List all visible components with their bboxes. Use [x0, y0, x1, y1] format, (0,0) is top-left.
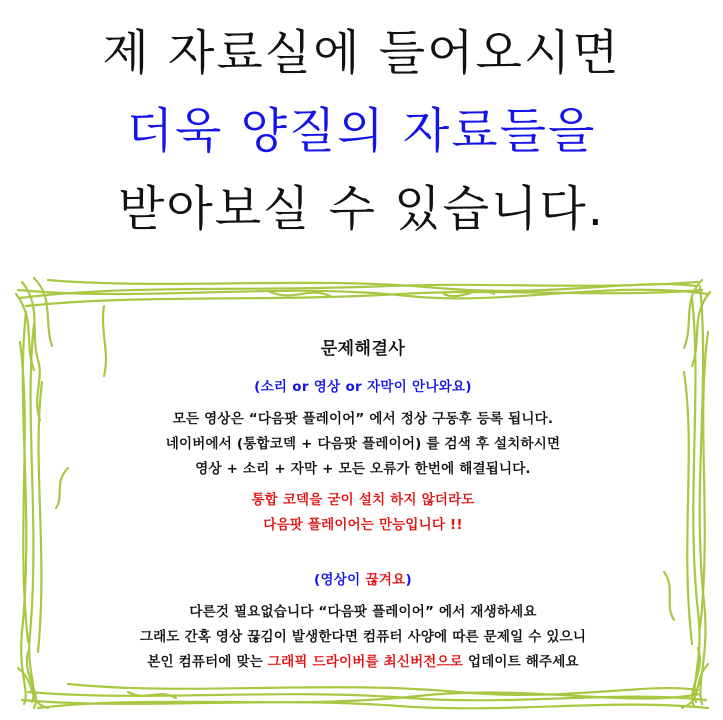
- section2-line-3-post: 업데이트 해주세요: [463, 654, 579, 670]
- headline-line-1: 제 자료실에 들어오시면: [102, 25, 621, 81]
- section1-line-1: 모든 영상은 “다음팟 플레이어” 에서 정상 구동후 등록 됩니다.: [172, 411, 554, 427]
- notice-frame: [8, 272, 715, 712]
- section-gap: [68, 538, 658, 568]
- section2-line-3-pre: 본인 컴퓨터에 맞는: [147, 654, 268, 670]
- section2-line-2: 그래도 간혹 영상 끊김이 발생한다면 컴퓨터 사양에 따른 문제일 수 있으니: [139, 629, 587, 645]
- section2-line-3-highlight: 그래픽 드라이버를 최신버전으로: [267, 654, 464, 670]
- headline-block: [0, 14, 723, 248]
- section1-subhead: (소리 or 영상 or 자막이 안나와요): [254, 379, 472, 395]
- notice-title: 문제해결사: [320, 339, 406, 359]
- section2-subhead-pre: (영상이: [313, 572, 366, 588]
- headline-line-3: 받아보실 수 있습니다.: [117, 181, 606, 237]
- section2-subhead-post: ): [405, 572, 412, 588]
- section1-red-line-2: 다음팟 플레이어는 만능입니다 !!: [263, 517, 463, 533]
- section1-line-2: 네이버에서 (통합코덱 + 다음팟 플레이어) 를 검색 후 설치하시면: [165, 436, 561, 452]
- section2-subhead-highlight: 끊겨요: [365, 572, 406, 588]
- section1-red-line-1: 통합 코덱을 굳이 설치 하지 않더라도: [251, 492, 475, 508]
- section2-line-1: 다른것 필요없습니다 “다음팟 플레이어” 에서 재생하세요: [189, 604, 537, 620]
- section2-subhead: [68, 568, 658, 588]
- notice-content: [68, 334, 658, 675]
- section2-line-3: [68, 650, 658, 675]
- headline-line-2: 더욱 양질의 자료들을: [126, 103, 597, 159]
- section1-line-3: 영상 + 소리 + 자막 + 모든 오류가 한번에 해결됩니다.: [195, 461, 531, 477]
